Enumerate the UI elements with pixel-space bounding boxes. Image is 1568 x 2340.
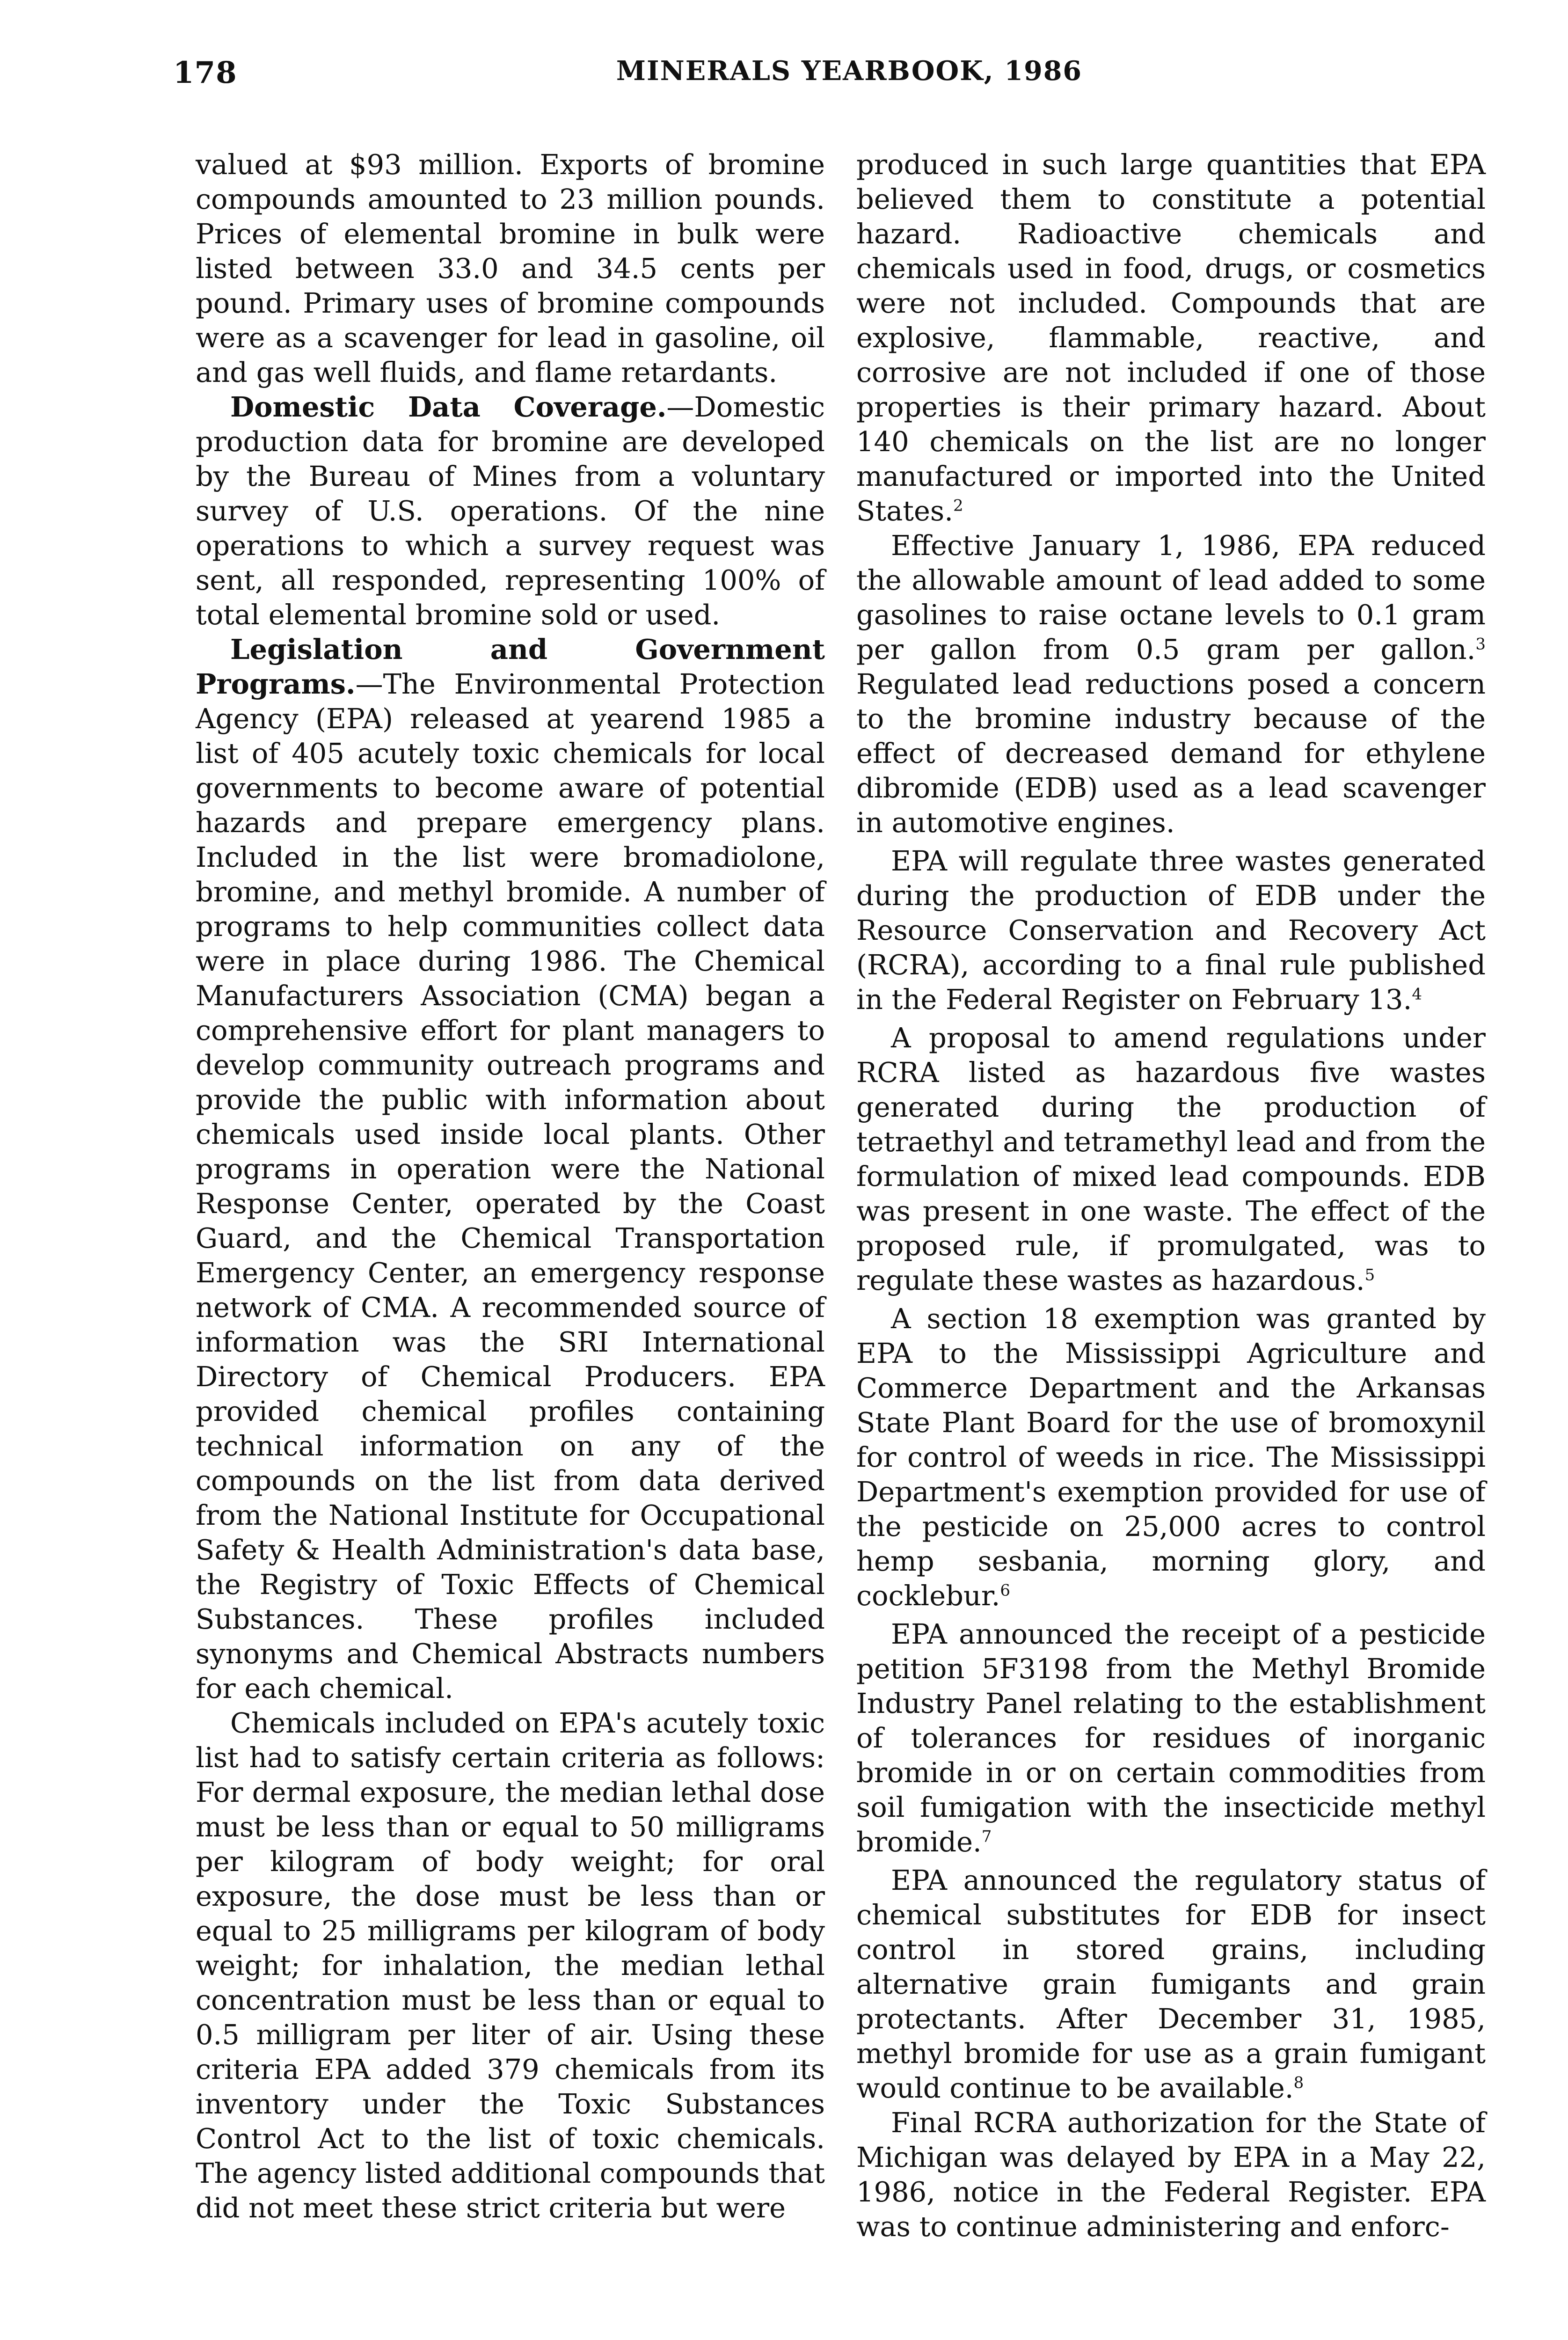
footnote-ref: 8 — [1293, 2073, 1304, 2092]
running-title: MINERALS YEARBOOK, 1986 — [616, 55, 1083, 87]
paragraph-text: —Domestic production data for bromine are developed by the Bureau of Mines from a voluntary survey of U.S. operations. Of the nine operations to which a survey request was sent, all responded, representing 100% of total elemental bromine sold or used. — [196, 391, 825, 631]
page-number: 178 — [173, 55, 237, 90]
footnote-ref: 4 — [1412, 985, 1422, 1004]
page-header — [173, 55, 1525, 107]
paragraph-text: Regulated lead reductions posed a concern to the bromine industry because of the effect of decreased demand for ethylene dibromide (EDB) used as a lead scavenger in automotive engines. — [856, 668, 1486, 839]
paragraph — [856, 528, 1486, 840]
run-in-heading: Domestic Data Coverage. — [230, 391, 667, 423]
paragraph-text: Effective January 1, 1986, EPA reduced the allowable amount of lead added to some gasolines to raise octane levels to 0.1 gram per gallon from 0.5 gram per gallon. — [856, 529, 1486, 665]
footnote-ref: 6 — [1000, 1581, 1011, 1600]
paragraph-text: EPA announced the regulatory status of chemical substitutes for EDB for insect control in stored grains, including alternative grain fumigants and grain protectants. After December 31, 1985, methyl bromide for use as a grain fumigant would continue to be available. — [856, 1864, 1486, 2104]
paragraph-text: produced in such large quantities that EPA believed them to constitute a potential hazard. Radioactive chemicals and chemicals used in food, drugs, or cosmetics were not included. Compounds that are explosive, flammable, reactive, and corrosive are not included if one of those properties is their primary hazard. About 140 chemicals on the list are no longer manufactured or imported into the United States. — [856, 148, 1486, 527]
footnote-ref: 5 — [1364, 1265, 1375, 1285]
paragraph: Final RCRA authorization for the State of Michigan was delayed by EPA in a May 22, 1986, notice in the Federal Register. EPA was to continue administering and enforc- — [856, 2106, 1486, 2243]
run-in-heading: Legislation and Government Programs. — [196, 633, 825, 700]
paragraph — [856, 1021, 1486, 1298]
paragraph-text: EPA announced the receipt of a pesticide petition 5F3198 from the Methyl Bromide Industry Panel relating to the establishment of tolerances for residues of inorganic bromide in or on certain commodities from soil fumigation with the insecticide methyl bromide. — [856, 1618, 1486, 1858]
left-column — [196, 147, 825, 2225]
paragraph — [856, 844, 1486, 1017]
paragraph-legislation — [196, 632, 825, 1706]
paragraph — [856, 147, 1486, 528]
paragraph-text: EPA will regulate three wastes generated during the production of EDB under the Resource Conservation and Recovery Act (RCRA), according to a final rule published in the Federal Register on February 13. — [856, 845, 1486, 1016]
paragraph: Chemicals included on EPA's acutely toxic list had to satisfy certain criteria as follows: For dermal exposure, the median lethal dose must be less than or equal to 50 milligrams per kilogram of body weight; for oral exposure, the dose must be less than or equal to 25 milligrams per kilogram of body weight; for inhalation, the median lethal concentration must be less than or equal to 0.5 milligram per liter of air. Using these criteria EPA added 379 chemicals from its inventory under the Toxic Substances Control Act to the list of toxic chemicals. The agency listed additional compounds that did not meet these strict criteria but were — [196, 1707, 825, 2224]
footnote-ref: 2 — [953, 496, 963, 515]
footnote-ref: 7 — [981, 1827, 992, 1846]
paragraph-text: A section 18 exemption was granted by EPA to the Mississippi Agriculture and Commerce Department and the Arkansas State Plant Board for the use of bromoxynil for control of weeds in rice. The Mississippi Department's exemption provided for use of the pesticide on 25,000 acres to control hemp sesbania, morning glory, and cocklebur. — [856, 1302, 1486, 1612]
footnote-ref: 3 — [1475, 635, 1486, 654]
paragraph — [856, 1617, 1486, 1859]
paragraph-text: —The Environmental Protection Agency (EPA) released at yearend 1985 a list of 405 acutely toxic chemicals for local governments to become aware of potential hazards and prepare emergency plans. Included in the list were bromadiolone, bromine, and methyl bromide. A number of programs to help communities collect data were in place during 1986. The Chemical Manufacturers Association (CMA) began a comprehensive effort for plant managers to develop community outreach programs and provide the public with information about chemicals used inside local plants. Other programs in operation were the National Response Center, operated by the Coast Guard, and the Chemical Transportation Emergency Center, an emergency response network of CMA. A recommended source of information was the SRI International Directory of Chemical Producers. EPA provided chemical profiles containing technical information on any of the compounds on the list from data derived from the National Institute for Occupational Safety & Health Administration's data base, the Registry of Toxic Effects of Chemical Substances. These profiles included synonyms and Chemical Abstracts numbers for each chemical. — [196, 668, 825, 1704]
paragraph-text: A proposal to amend regulations under RCRA listed as hazardous five wastes generated during the production of tetraethyl and tetramethyl lead and from the formulation of mixed lead compounds. EDB was present in one waste. The effect of the proposed rule, if promulgated, was to regulate these wastes as hazardous. — [856, 1022, 1486, 1296]
paragraph — [856, 1302, 1486, 1613]
paragraph — [856, 1863, 1486, 2106]
paragraph: valued at $93 million. Exports of bromine compounds amounted to 23 million pounds. Prices of elemental bromine in bulk were listed between 33.0 and 34.5 cents per pound. Primary uses of bromine compounds were as a scavenger for lead in gasoline, oil and gas well fluids, and flame retardants. — [196, 148, 825, 388]
right-column — [856, 147, 1486, 2244]
paragraph-domestic-data-coverage — [196, 390, 825, 632]
